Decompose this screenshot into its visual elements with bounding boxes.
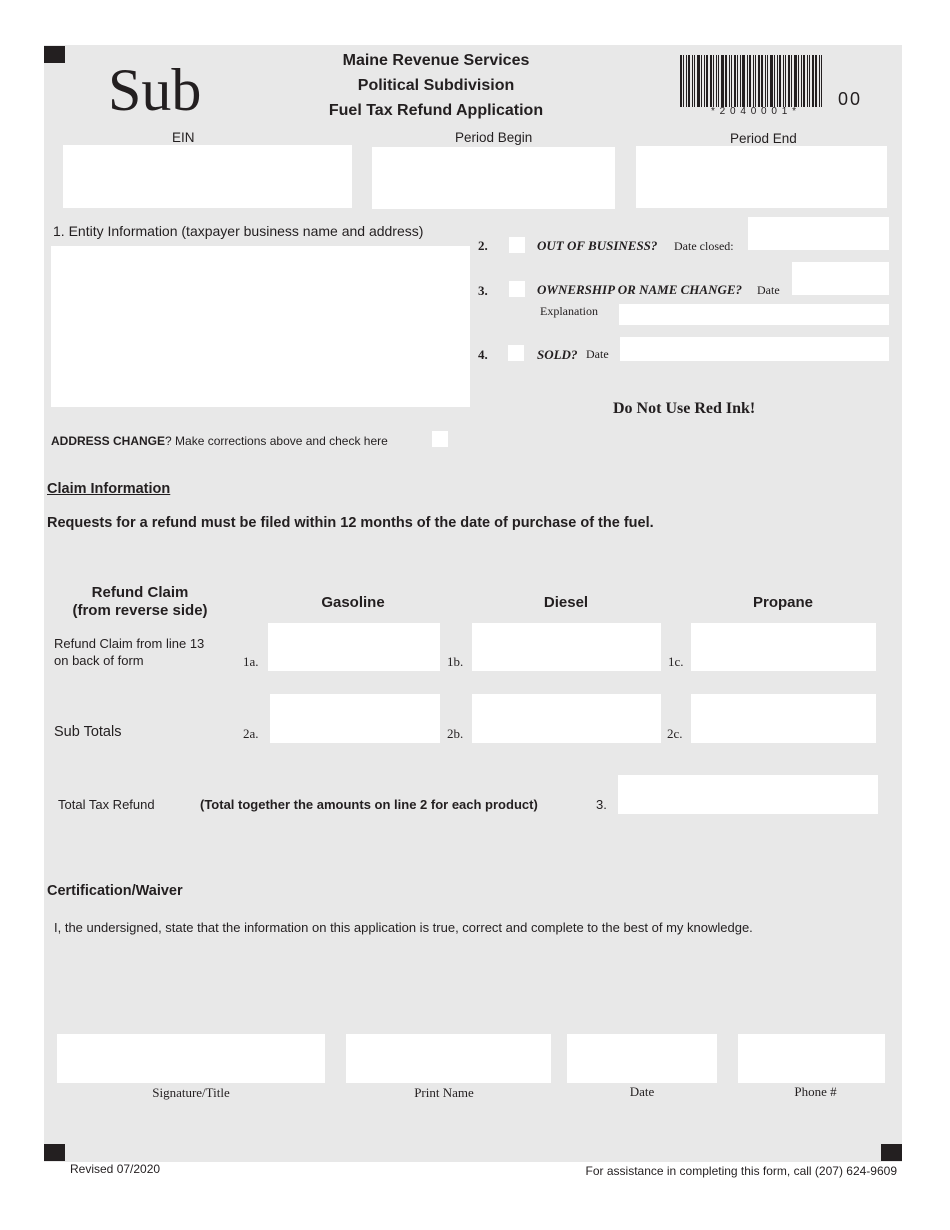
registration-mark-top-left: [44, 46, 65, 63]
line-1a-label: 1a.: [243, 654, 259, 669]
revised-date: Revised 07/2020: [70, 1162, 161, 1176]
division-name: Political Subdivision: [357, 77, 515, 94]
sold-checkbox[interactable]: [508, 345, 524, 361]
barcode-bar: [706, 55, 708, 107]
barcode-bar: [777, 55, 778, 107]
column-gasoline: Gasoline: [321, 594, 385, 611]
ownership-change-date-field[interactable]: [792, 262, 889, 295]
barcode-bar: [794, 55, 797, 107]
row-header-line1: Refund Claim: [91, 584, 189, 601]
agency-name: Maine Revenue Services: [342, 52, 530, 69]
barcode-bar: [725, 55, 727, 107]
column-diesel: Diesel: [543, 594, 589, 611]
signature-date-field[interactable]: [567, 1034, 717, 1083]
address-change-checkbox[interactable]: [432, 431, 448, 447]
barcode-bar: [701, 55, 702, 107]
barcode-bar: [686, 55, 687, 107]
period-begin-label: Period Begin: [455, 130, 533, 145]
barcode-bar: [753, 55, 754, 107]
question-3-number: 3.: [478, 283, 488, 298]
barcode-bar: [740, 55, 741, 107]
barcode-text: * 2 0 4 0 0 0 1 *: [711, 106, 797, 117]
barcode-bar: [734, 55, 736, 107]
barcode-bar: [770, 55, 773, 107]
barcode-bar: [819, 55, 820, 107]
print-name-field[interactable]: [346, 1034, 551, 1083]
barcode-bar: [783, 55, 784, 107]
barcode-bar: [694, 55, 695, 107]
sold-date-label: Date: [586, 347, 609, 361]
total-tax-refund-field[interactable]: [618, 775, 878, 814]
barcode-bar: [680, 55, 682, 107]
question-2-number: 2.: [478, 238, 488, 253]
explanation-label: Explanation: [540, 304, 598, 318]
print-name-label: Print Name: [414, 1085, 474, 1100]
refund-claim-row-label-1: Refund Claim from line 13: [54, 636, 205, 651]
period-begin-field[interactable]: [372, 147, 615, 209]
signature-title-field[interactable]: [57, 1034, 325, 1083]
entity-info-label: 1. Entity Information (taxpayer business name and address): [53, 223, 424, 239]
sub-totals-label: Sub Totals: [54, 724, 122, 740]
barcode-suffix: 00: [838, 89, 863, 109]
certification-statement: I, the undersigned, state that the information on this application is true, correct and complete to the best of my knowledge.: [54, 920, 753, 935]
barcode-bar: [821, 55, 822, 107]
ownership-change-date-label: Date: [757, 283, 780, 297]
barcode-bar: [791, 55, 792, 107]
refund-claim-row-label-2: on back of form: [54, 653, 144, 668]
barcode-bar: [815, 55, 817, 107]
line-1b-label: 1b.: [447, 654, 464, 669]
column-propane: Propane: [752, 594, 813, 611]
row-header-line2: (from reverse side): [72, 602, 208, 619]
line-1a-gasoline-field[interactable]: [268, 623, 440, 671]
barcode-bar: [767, 55, 768, 107]
address-change-instructions: ? Make corrections above and check here: [165, 434, 388, 448]
line-1b-diesel-field[interactable]: [472, 623, 661, 671]
barcode-bar: [716, 55, 717, 107]
claim-section-title: Claim Information: [47, 481, 171, 497]
barcode-bar: [785, 55, 786, 107]
form-title: Fuel Tax Refund Application: [328, 102, 544, 119]
barcode-bar: [758, 55, 760, 107]
address-change-text: [51, 434, 388, 448]
barcode-bar: [710, 55, 712, 107]
barcode-bar: [747, 55, 748, 107]
entity-info-field[interactable]: [51, 246, 470, 407]
line-2c-propane-field[interactable]: [691, 694, 876, 743]
sold-date-field[interactable]: [620, 337, 889, 361]
signature-title-label: Signature/Title: [152, 1085, 230, 1100]
barcode-bar: [731, 55, 732, 107]
barcode-bar: [755, 55, 756, 107]
period-end-label: Period End: [730, 131, 797, 146]
ein-field[interactable]: [63, 145, 352, 208]
line-2a-gasoline-field[interactable]: [270, 694, 440, 743]
line-1c-label: 1c.: [668, 654, 684, 669]
explanation-field[interactable]: [619, 304, 889, 325]
barcode-bar: [801, 55, 802, 107]
line-1c-propane-field[interactable]: [691, 623, 876, 671]
barcode-bar: [721, 55, 724, 107]
barcode-bar: [812, 55, 814, 107]
registration-mark-bottom-left: [44, 1144, 65, 1161]
barcode-bar: [718, 55, 719, 107]
total-tax-refund-label: Total Tax Refund: [58, 797, 155, 812]
question-4-number: 4.: [478, 347, 488, 362]
ein-label: EIN: [172, 130, 195, 145]
barcode-bar: [737, 55, 738, 107]
barcode-bar: [774, 55, 775, 107]
certification-section-title: Certification/Waiver: [47, 883, 183, 899]
barcode-bar: [688, 55, 690, 107]
barcode-bar: [761, 55, 763, 107]
assistance-text: For assistance in completing this form, call (207) 624-9609: [585, 1164, 897, 1178]
red-ink-warning: Do Not Use Red Ink!: [613, 400, 756, 417]
barcode-bar: [729, 55, 730, 107]
ownership-change-label: OWNERSHIP OR NAME CHANGE?: [537, 282, 743, 297]
barcode-bar: [788, 55, 790, 107]
line-2a-label: 2a.: [243, 726, 259, 741]
line-2b-label: 2b.: [447, 726, 464, 741]
barcode: [680, 55, 828, 107]
ownership-change-checkbox[interactable]: [509, 281, 525, 297]
date-closed-label: Date closed:: [674, 239, 734, 253]
date-closed-field[interactable]: [748, 217, 889, 250]
barcode-bar: [742, 55, 745, 107]
sold-label: SOLD?: [537, 347, 578, 362]
barcode-bar: [809, 55, 810, 107]
claim-notice: Requests for a refund must be filed within 12 months of the date of purchase of the fuel.: [47, 515, 654, 531]
address-change-bold: ADDRESS CHANGE: [51, 434, 166, 448]
phone-label: Phone #: [794, 1084, 837, 1099]
line-3-label: 3.: [596, 797, 607, 812]
out-of-business-label: OUT OF BUSINESS?: [537, 238, 658, 253]
signature-date-label: Date: [629, 1084, 655, 1099]
phone-field[interactable]: [738, 1034, 885, 1083]
barcode-bar: [692, 55, 693, 107]
barcode-bar: [683, 55, 684, 107]
registration-mark-bottom-right: [881, 1144, 902, 1161]
form-code: Sub: [108, 57, 202, 123]
line-2b-diesel-field[interactable]: [472, 694, 661, 743]
barcode-bar: [803, 55, 805, 107]
barcode-bar: [697, 55, 700, 107]
total-instruction: (Total together the amounts on line 2 for each product): [200, 797, 538, 812]
out-of-business-checkbox[interactable]: [509, 237, 525, 253]
line-2c-label: 2c.: [667, 726, 683, 741]
barcode-bar: [798, 55, 799, 107]
period-end-field[interactable]: [636, 146, 887, 208]
barcode-bar: [807, 55, 808, 107]
barcode-bar: [779, 55, 781, 107]
barcode-bar: [713, 55, 714, 107]
barcode-bar: [704, 55, 705, 107]
barcode-bar: [765, 55, 766, 107]
barcode-bar: [749, 55, 751, 107]
